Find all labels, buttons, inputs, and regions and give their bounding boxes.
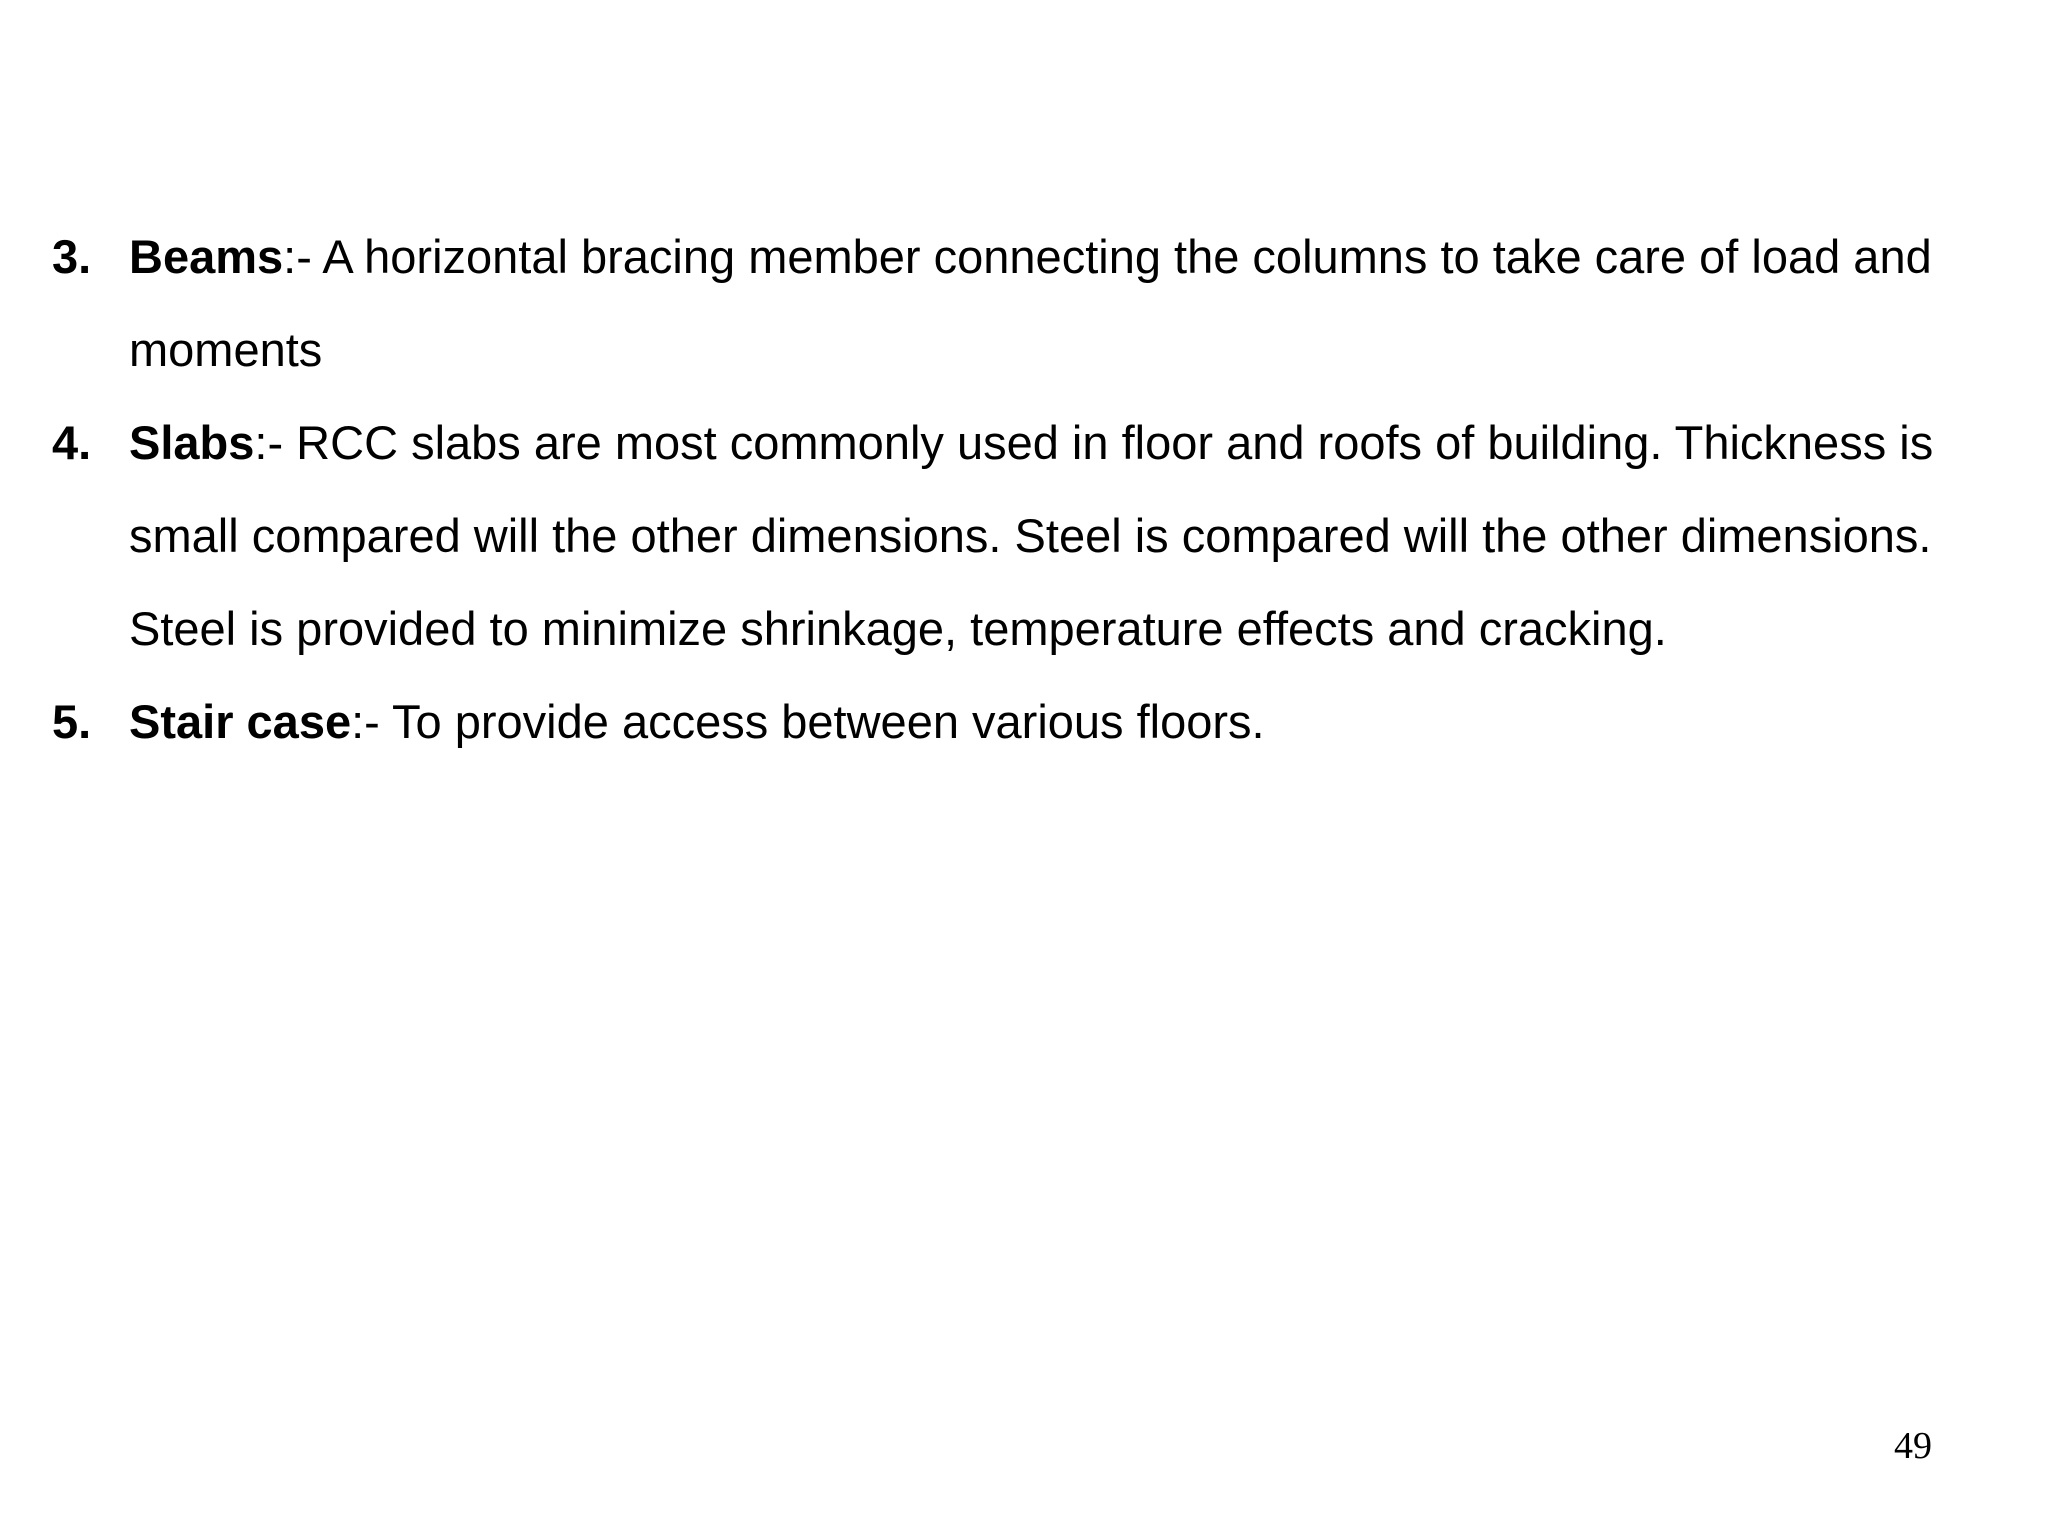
item-text xyxy=(129,675,2022,768)
item-text xyxy=(129,210,2022,396)
page-number: 49 xyxy=(1894,1425,1932,1467)
item-number: 5. xyxy=(52,695,92,748)
item-description: RCC slabs are most commonly used in floor and roofs of building. Thickness is small compared will the other dimensions. Steel is compared will the other dimensions. Steel is provided to minimize shrinkage, temperature effects and cracking. xyxy=(129,416,1934,655)
item-description: To provide access between various floors. xyxy=(379,695,1265,748)
list-item-slabs xyxy=(52,396,2022,675)
item-separator: :- xyxy=(283,230,312,283)
item-number: 4. xyxy=(52,416,92,469)
list-item-beams xyxy=(52,210,2022,396)
item-number: 3. xyxy=(52,230,92,283)
item-separator: :- xyxy=(351,695,380,748)
document-body xyxy=(52,210,2022,768)
item-text xyxy=(129,396,2022,675)
item-term: Beams xyxy=(129,230,284,283)
item-term: Slabs xyxy=(129,416,255,469)
item-separator: :- xyxy=(254,416,284,469)
list-item-stair-case xyxy=(52,675,2022,768)
item-description: A horizontal bracing member connecting the columns to take care of load and moments xyxy=(129,230,1932,376)
item-term: Stair case xyxy=(129,695,352,748)
